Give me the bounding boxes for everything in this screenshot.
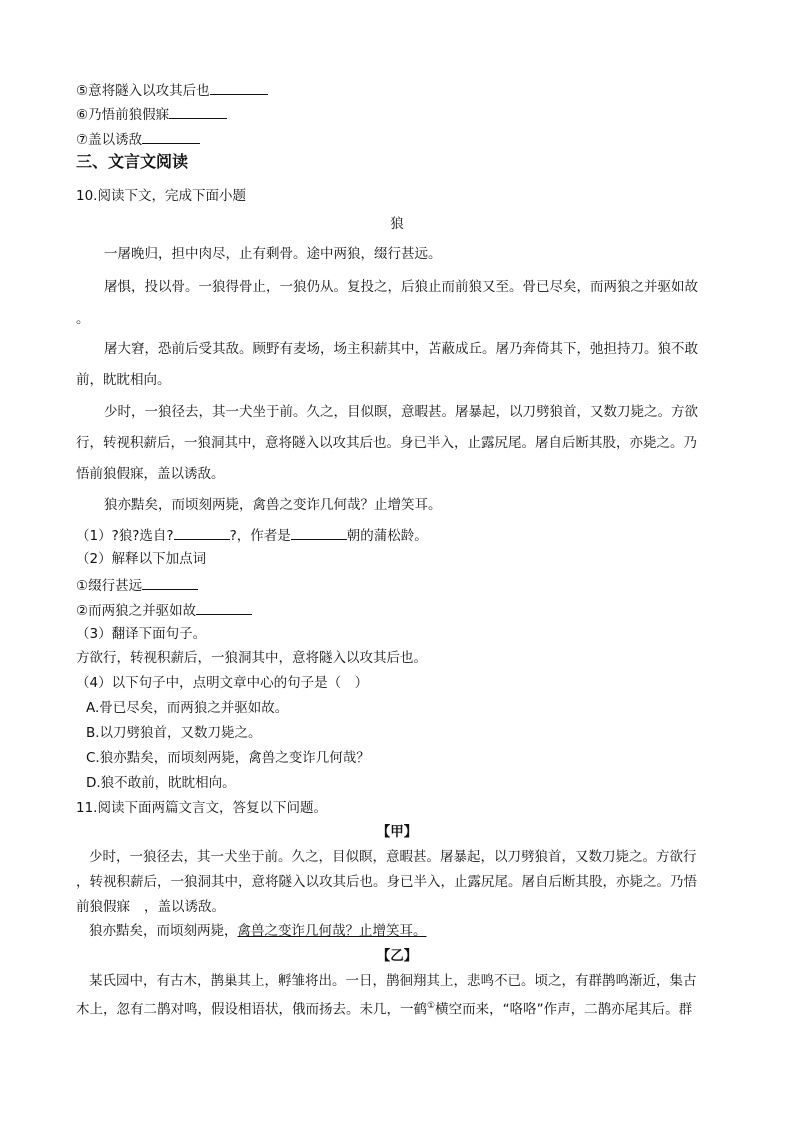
passage-yi-line: 某氏园中，有古木，鹊巢其上，孵雏将出。一日，鹊徊翔其上，悲鸣不已。顷之，有群鹊鸣渐近，集古 <box>89 973 697 989</box>
answer-blank[interactable] <box>291 525 347 540</box>
question-10-2: （2）解释以下加点词 <box>76 551 207 567</box>
passage-paragraph-cont: 行，转视积薪后，一狼洞其中，意将隧入以攻其后也。身已半入，止露尻尾。屠自后断其股，亦毙之。乃 <box>76 435 697 451</box>
passage-yi-title: 【乙】 <box>376 948 418 964</box>
option-c[interactable]: C.狼亦黠矣，而顷刻两毙，禽兽之变诈几何哉？ <box>86 750 370 766</box>
question-10-3: （3）翻译下面句子。 <box>76 626 207 642</box>
question-10-2-item: ②而两狼之并驱如故 <box>76 600 252 620</box>
answer-blank[interactable] <box>210 80 268 95</box>
passage-paragraph: 一屠晚归，担中肉尽，止有剩骨。途中两狼，缀行甚远。 <box>104 246 442 262</box>
passage-paragraph: 少时，一狼径去，其一犬坐于前。久之，目似瞑，意暇甚。屠暴起，以刀劈狼首，又数刀毙之。方欲 <box>104 404 698 420</box>
vocab-item-5: ⑤意将隧入以攻其后也 <box>76 80 268 100</box>
passage-jia-line: 狼亦黠矣，而顷刻两毙，禽兽之变诈几何哉？止增笑耳。 <box>89 923 427 939</box>
answer-blank[interactable] <box>142 575 198 590</box>
vocab-item-6: ⑥乃悟前狼假寐 <box>76 104 227 124</box>
option-b[interactable]: B.以刀劈狼首，又数刀毙之。 <box>86 725 262 741</box>
passage-jia-title: 【甲】 <box>376 824 418 840</box>
option-d[interactable]: D.狼不敢前，眈眈相向。 <box>86 775 236 791</box>
question-10-2-item: ①缀行甚远 <box>76 575 198 595</box>
answer-blank[interactable] <box>142 129 200 144</box>
question-10-3-sentence: 方欲行，转视积薪后，一狼洞其中，意将隧入以攻其后也。 <box>76 650 427 666</box>
question-11-intro: 11.阅读下面两篇文言文，答复以下问题。 <box>76 800 327 816</box>
vocab-item-7: ⑦盖以诱敌 <box>76 129 200 149</box>
passage-paragraph-cont: 前，眈眈相向。 <box>76 372 171 388</box>
question-10-intro: 10.阅读下文，完成下面小题 <box>76 188 246 204</box>
passage-paragraph: 屠大窘，恐前后受其敌。顾野有麦场，场主积薪其中，苫蔽成丘。屠乃奔倚其下，弛担持刀。狼不敢 <box>104 341 698 357</box>
answer-blank[interactable] <box>174 525 230 540</box>
passage-paragraph: 狼亦黠矣，而顷刻两毙，禽兽之变诈几何哉？止增笑耳。 <box>104 497 442 513</box>
option-a[interactable]: A.骨已尽矣，而两狼之并驱如故。 <box>86 700 289 716</box>
passage-jia-line: 前狼假寐 ，盖以诱敌。 <box>76 899 225 915</box>
question-10-1: （1）?狼?选自? ?，作者是 朝的蒲松龄。 <box>76 525 428 545</box>
question-10-4: （4）以下句子中，点明文章中心的句子是（ ） <box>76 675 369 691</box>
answer-blank[interactable] <box>196 600 252 615</box>
passage-paragraph: 屠惧，投以骨。一狼得骨止，一狼仍从。复投之，后狼止而前狼又至。骨已尽矣，而两狼之并驱如故 <box>104 279 698 295</box>
section-title: 三、文言文阅读 <box>76 152 189 171</box>
answer-blank[interactable] <box>169 104 227 119</box>
passage-paragraph-cont: 悟前狼假寐，盖以诱敌。 <box>76 466 225 482</box>
underlined-sentence: 禽兽之变诈几何哉？止增笑耳。 <box>237 923 427 939</box>
passage-yi-line: 木上，忽有二鹊对鸣，假设相语状，俄而扬去。未几，一鹤①横空而来，“咯咯”作声，二鹊亦尾其后。群 <box>76 1001 693 1018</box>
passage-title: 狼 <box>390 216 404 232</box>
footnote-marker: ① <box>427 1001 436 1011</box>
passage-jia-line: ，转视积薪后，一狼洞其中，意将隧入以攻其后也。身已半入，止露尻尾。屠自后断其股，亦毙之。乃悟 <box>76 874 697 890</box>
passage-jia-line: 少时，一狼径去，其一犬坐于前。久之，目似瞑，意暇甚。屠暴起，以刀劈狼首，又数刀毙之。方欲行 <box>89 849 697 865</box>
passage-paragraph-cont: 。 <box>76 311 90 327</box>
